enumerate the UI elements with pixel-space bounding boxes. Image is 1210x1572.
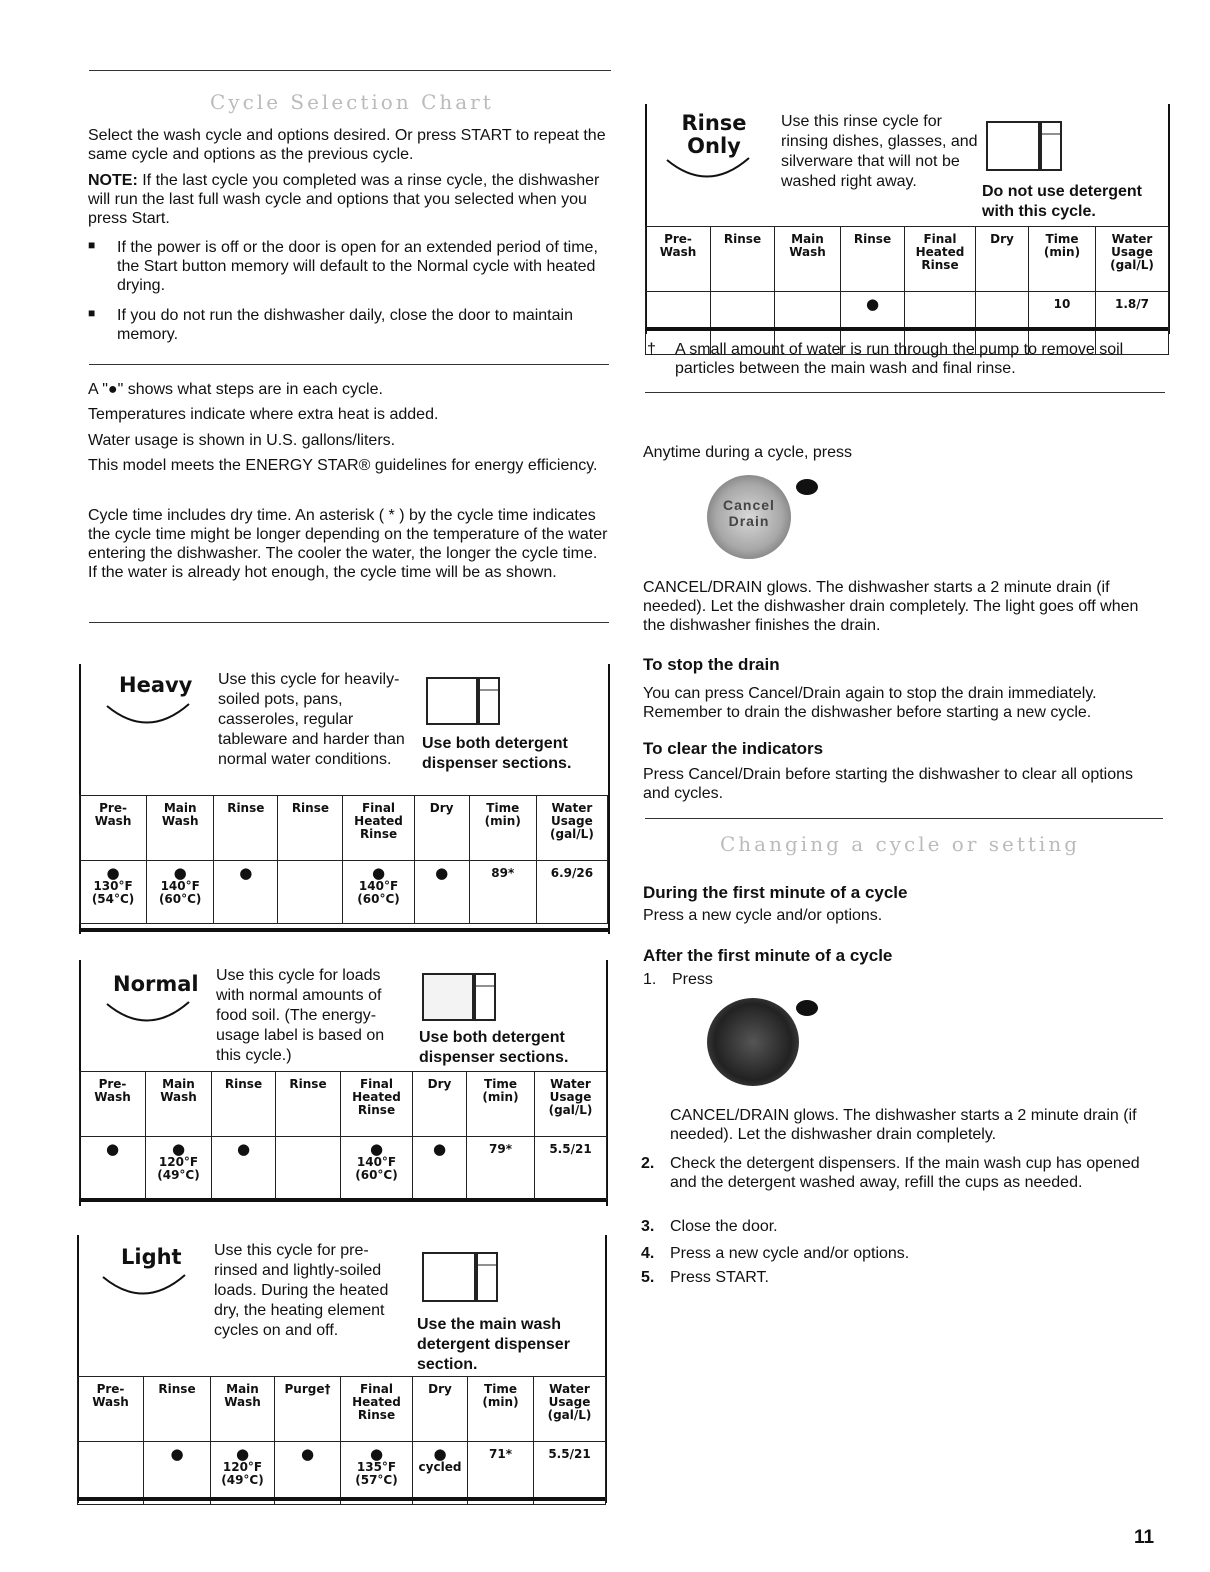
bullet-square-icon: ■ [88,306,96,320]
table-value-cell [413,1137,467,1200]
cycle-table [77,1376,606,1505]
step-number: 1. [643,971,657,988]
detergent-note: Use both detergent dispenser sections. [419,1029,569,1066]
swoosh-icon [103,700,193,730]
step-dot: ● [235,1445,250,1463]
table-value: 135°F [356,1460,397,1474]
cancel-description: CANCEL/DRAIN glows. The dishwasher starts a 2 minute drain (if needed). Let the dishwasher drain completely. The light goes off when the dishwasher finishes the drain. [643,579,1139,634]
note-paragraph [88,171,608,228]
step-dot: ● [105,1140,120,1158]
table-value-cell [147,861,214,924]
table-bottom-rule [79,928,608,932]
table-value: 5.5/21 [548,1447,591,1461]
cycle-description: Use this cycle for heavily-soiled pots, pans, casseroles, regular tableware and harder than normal water conditions. [218,671,405,768]
table-value: cycled [418,1460,462,1474]
table-value-cell [468,1442,534,1505]
table-header-cell: Time (min) [469,796,536,861]
table-value-cell [80,1137,146,1200]
detergent-dispenser-icon [421,1249,501,1307]
bullet-square-icon: ■ [88,238,96,252]
table-header-cell: Final Heated Rinse [905,227,976,292]
table-value-cell [276,1137,341,1200]
table-bottom-rule [79,1198,606,1202]
note-text: If the last cycle you completed was a rinse cycle, the dishwasher will run the last full wash cycle and options that you selected when you press Start. [88,172,600,227]
step-number: 2. [641,1155,655,1172]
table-value: 6.9/26 [550,866,594,880]
table-value-cell [343,861,414,924]
step-dot: ● [435,864,449,882]
divider [89,364,609,365]
table-value-cell [80,861,147,924]
first-minute-text: Press a new cycle and/or options. [643,907,883,924]
cycle-description: Use this cycle for loads with normal amounts of food soil. (The energy-usage label is based on this cycle.) [216,967,385,1064]
step-dot: ● [239,864,253,882]
swoosh-icon [99,1271,189,1301]
step-number: 3. [641,1218,655,1235]
swoosh-icon [103,998,193,1028]
table-value: 140°F [160,879,200,893]
table-value-cell [214,861,278,924]
table-value-cell [211,1442,275,1505]
table-value: (49°C) [221,1473,264,1487]
fact-line: Cycle time includes dry time. An asterisk ( * ) by the cycle time indicates the cycle time might be longer depending on the temperature of the water entering the dishwasher. The cooler the water, the longer the cycle time. If the water is already hot enough, the cycle time will be as shown. [88,507,608,581]
table-value-cell [535,1137,607,1200]
table-value-cell [341,1442,413,1505]
faded-section-title: Cycle Selection Chart [210,90,494,114]
table-header-cell: Rinse [841,227,905,292]
table-header-cell: Pre-Wash [80,796,147,861]
footnote-mark: † [647,341,656,358]
cycle-table [645,226,1169,355]
step-text: Press [672,971,713,988]
cycle-name: Rinse Only [681,111,747,158]
step-dot: ● [171,1140,186,1158]
table-header-cell: Time (min) [467,1072,535,1137]
table-value: (54°C) [91,892,135,906]
table-header-cell: Time (min) [468,1377,534,1442]
cycle-description: Use this rinse cycle for rinsing dishes, glasses, and silverware that will not be washed right away. [781,113,978,190]
table-value: 10 [1053,297,1071,311]
top-rule [89,70,611,71]
step-dot: ● [432,1140,447,1158]
table-header-cell: Main Wash [211,1377,275,1442]
table-value: (60°C) [158,892,202,906]
detergent-dispenser-icon [985,118,1065,176]
cycle-name: Light [121,1245,182,1269]
table-value-cell [536,861,607,924]
table-value: 120°F [222,1460,263,1474]
table-value: 79* [489,1142,512,1156]
cycle-light [77,1235,607,1503]
table-value-cell [146,1137,212,1200]
table-value: (60°C) [357,892,400,906]
table-value-cell [275,1442,341,1505]
bullet-item: If you do not run the dishwasher daily, close the door to maintain memory. [117,307,573,343]
cancel-drain-button[interactable] [707,475,791,559]
bullet-item: If the power is off or the door is open for an extended period of time, the Start button memory will default to the Normal cycle with heated drying. [117,239,598,294]
table-value: 5.5/21 [549,1142,592,1156]
table-value: 140°F [358,879,399,893]
step-dot: ● [170,1445,184,1463]
detergent-note: Use both detergent dispenser sections. [422,735,572,772]
table-value-cell [212,1137,276,1200]
table-value: 89* [491,866,515,880]
fact-line: A "●" shows what steps are in each cycle. [88,381,383,398]
table-header-cell: Rinse [214,796,278,861]
table-header-cell: Main Wash [146,1072,212,1137]
detergent-dispenser-icon [421,972,501,1024]
cycle-name: Normal [113,972,199,996]
divider [645,392,1165,393]
table-header-cell: Water Usage (gal/L) [535,1072,607,1137]
table-header-cell: Water Usage (gal/L) [534,1377,606,1442]
table-header-cell: Water Usage (gal/L) [1096,227,1169,292]
detergent-note: Do not use detergent with this cycle. [982,183,1143,220]
step-number: 4. [641,1245,655,1262]
anytime-text: Anytime during a cycle, press [643,444,852,461]
step-dot: ● [433,1445,447,1463]
table-value: 140°F [356,1155,397,1169]
table-value: 120°F [158,1155,199,1169]
stop-drain-text: You can press Cancel/Drain again to stop the drain immediately. Remember to drain the dishwasher before starting a new cycle. [643,685,1097,721]
intro-paragraph: Select the wash cycle and options desired. Or press START to repeat the same cycle and options as the previous cycle. [88,127,606,163]
step-text: CANCEL/DRAIN glows. The dishwasher starts a 2 minute drain (if needed). Let the dishwasher drain completely. [670,1107,1137,1143]
stop-drain-heading: To stop the drain [643,655,780,674]
table-value-cell [469,861,536,924]
table-header-cell: Main Wash [775,227,841,292]
step-dot: ● [300,1445,315,1463]
cancel-drain-label: Cancel Drain [723,497,775,529]
table-value-cell [413,1442,468,1505]
table-value: (57°C) [355,1473,398,1487]
divider [645,818,1163,819]
clear-indicators-text: Press Cancel/Drain before starting the dishwasher to clear all options and cycles. [643,766,1134,802]
table-value-cell [414,861,469,924]
cancel-drain-button[interactable] [707,998,799,1086]
table-header-cell: Rinse [276,1072,341,1137]
step-text: Press START. [670,1269,769,1286]
table-header-cell: Rinse [711,227,775,292]
table-header-cell: Rinse [278,796,343,861]
divider [89,622,609,623]
fact-line: This model meets the ENERGY STAR® guidelines for energy efficiency. [88,457,598,474]
step-dot: ● [369,1445,384,1463]
table-header-cell: Main Wash [147,796,214,861]
table-header-cell: Dry [413,1377,468,1442]
step-text: Press a new cycle and/or options. [670,1245,910,1262]
table-value-cell [144,1442,211,1505]
clear-indicators-heading: To clear the indicators [643,739,824,758]
fact-line: Temperatures indicate where extra heat is added. [88,406,439,423]
table-header-cell: Dry [976,227,1029,292]
table-value: 130°F [93,879,133,893]
footnote: A small amount of water is run through the pump to remove soil particles between the main wash and final rinse. [675,341,1124,377]
table-header-cell: Final Heated Rinse [341,1072,413,1137]
step-dot: ● [106,864,120,882]
table-header-cell: Time (min) [1029,227,1096,292]
table-header-cell: Pre-Wash [78,1377,144,1442]
step-text: Close the door. [670,1218,778,1235]
table-header-cell: Final Heated Rinse [343,796,414,861]
table-header-cell: Dry [413,1072,467,1137]
table-value-cell [341,1137,413,1200]
table-bottom-rule [77,1497,605,1501]
table-header-cell: Final Heated Rinse [341,1377,413,1442]
table-header-cell: Water Usage (gal/L) [536,796,607,861]
table-value-cell [278,861,343,924]
detergent-dispenser-icon [425,676,505,728]
step-dot: ● [865,295,880,313]
note-label: NOTE: [88,172,138,189]
table-header-cell: Pre-Wash [80,1072,146,1137]
cycle-heavy [79,664,610,934]
indicator-light-icon [796,1000,818,1016]
table-header-cell: Rinse [212,1072,276,1137]
table-header-cell: Purge† [275,1377,341,1442]
table-value-cell [534,1442,606,1505]
cycle-table [79,795,608,924]
table-value-cell [467,1137,535,1200]
swoosh-icon [663,154,753,184]
cycle-table [79,1071,607,1200]
page-number: 11 [1134,1527,1155,1548]
step-text: Check the detergent dispensers. If the main wash cup has opened and the detergent washed away, refill the cups as needed. [670,1155,1140,1191]
step-dot: ● [236,1140,251,1158]
table-value: (49°C) [157,1168,200,1182]
table-value-cell [78,1442,144,1505]
indicator-light-icon [796,479,818,495]
step-number: 5. [641,1269,655,1286]
step-dot: ● [369,1140,384,1158]
cycle-name: Heavy [119,673,193,697]
table-value: 1.8/7 [1115,297,1149,311]
table-bottom-rule [645,327,1168,331]
cycle-description: Use this cycle for pre-rinsed and lightly-soiled loads. During the heated dry, the heating element cycles on and off. [214,1242,389,1339]
after-minute-heading: After the first minute of a cycle [643,946,893,965]
cycle-rinse-only [645,104,1170,334]
detergent-note: Use the main wash detergent dispenser section. [417,1316,570,1373]
cycle-normal [79,960,608,1206]
faded-section-title: Changing a cycle or setting [720,832,1081,856]
step-dot: ● [173,864,187,882]
table-header-cell: Rinse [144,1377,211,1442]
fact-line: Water usage is shown in U.S. gallons/liters. [88,432,396,449]
table-value: (60°C) [355,1168,398,1182]
first-minute-heading: During the first minute of a cycle [643,883,908,902]
table-header-cell: Pre-Wash [646,227,711,292]
table-value: 71* [489,1447,512,1461]
step-dot: ● [371,864,386,882]
table-header-cell: Dry [414,796,469,861]
